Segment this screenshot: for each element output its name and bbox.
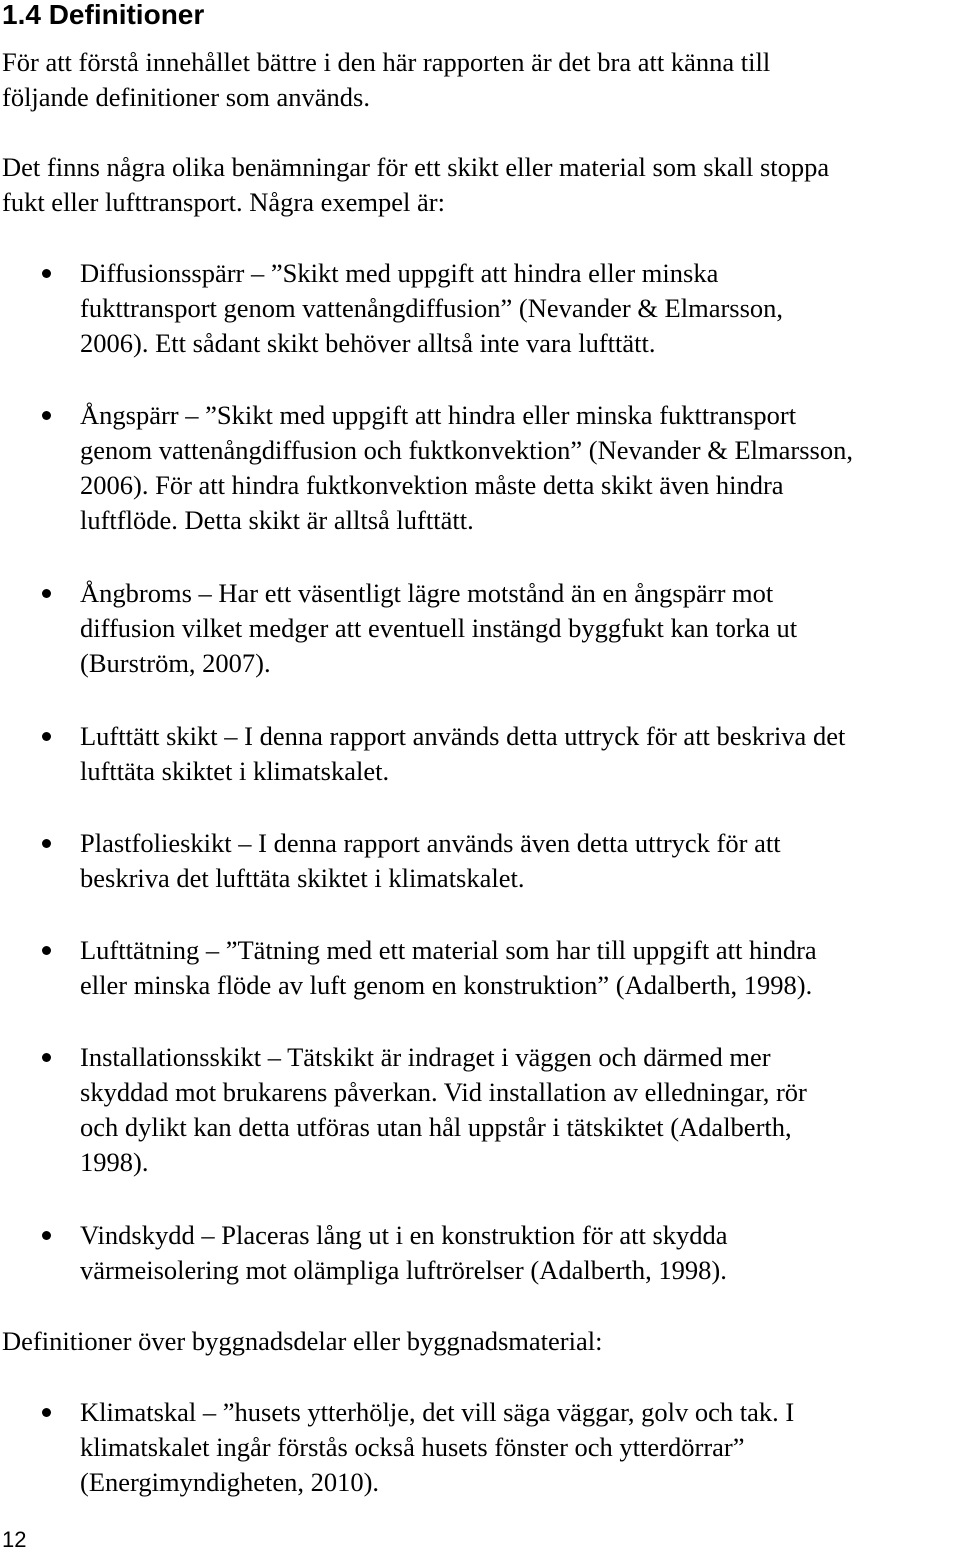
bullet-icon xyxy=(42,269,51,278)
text-line: För att förstå innehållet bättre i den här rapporten är det bra att känna till xyxy=(2,47,771,77)
text-line: lufttäta skiktet i klimatskalet. xyxy=(80,756,390,786)
definition-item-installationsskikt xyxy=(80,1040,807,1180)
text-line: 2006). Ett sådant skikt behöver alltså inte vara lufttätt. xyxy=(80,328,656,358)
text-line: Vindskydd – Placeras lång ut i en konstruktion för att skydda xyxy=(80,1220,728,1250)
bullet-icon xyxy=(42,411,51,420)
text-line: 2006). För att hindra fuktkonvektion måste detta skikt även hindra xyxy=(80,470,784,500)
text-line: värmeisolering mot olämpliga luftrörelser (Adalberth, 1998). xyxy=(80,1255,727,1285)
definition-item-angbroms xyxy=(80,576,797,681)
text-line: Diffusionsspärr – ”Skikt med uppgift att hindra eller minska xyxy=(80,258,719,288)
bullet-icon xyxy=(42,589,51,598)
section-heading: 1.4 Definitioner xyxy=(2,0,205,30)
text-line: Lufttätt skikt – I denna rapport används detta uttryck för att beskriva det xyxy=(80,721,846,751)
text-line: Plastfolieskikt – I denna rapport används även detta uttryck för att xyxy=(80,828,781,858)
definition-item-lufttatt-skikt xyxy=(80,719,845,789)
bullet-icon xyxy=(42,839,51,848)
bullet-icon xyxy=(42,946,51,955)
bullet-icon xyxy=(42,732,51,741)
text-line: (Energimyndigheten, 2010). xyxy=(80,1467,380,1497)
text-line: skyddad mot brukarens påverkan. Vid installation av elledningar, rör xyxy=(80,1077,807,1107)
text-line: Ångspärr – ”Skikt med uppgift att hindra eller minska fukttransport xyxy=(80,400,797,430)
text-line: luftflöde. Detta skikt är alltså lufttätt. xyxy=(80,505,474,535)
definition-item-klimatskal xyxy=(80,1395,794,1500)
text-line: Det finns några olika benämningar för ett skikt eller material som skall stoppa xyxy=(2,152,830,182)
text-line: beskriva det lufttäta skiktet i klimatskalet. xyxy=(80,863,525,893)
text-line: följande definitioner som används. xyxy=(2,82,370,112)
text-line: och dylikt kan detta utföras utan hål uppstår i tätskiktet (Adalberth, xyxy=(80,1112,792,1142)
definition-item-plastfolieskikt xyxy=(80,826,781,896)
text-line: Klimatskal – ”husets ytterhölje, det vill säga väggar, golv och tak. I xyxy=(80,1397,795,1427)
text-line: fukttransport genom vattenångdiffusion” (Nevander & Elmarsson, xyxy=(80,293,784,323)
text-line: Lufttätning – ”Tätning med ett material som har till uppgift att hindra xyxy=(80,935,817,965)
definition-item-diffusionssparr xyxy=(80,256,783,361)
text-line: fukt eller lufttransport. Några exempel är: xyxy=(2,187,445,217)
definition-item-vindskydd xyxy=(80,1218,728,1288)
building-definitions-intro: Definitioner över byggnadsdelar eller byggnadsmaterial: xyxy=(2,1326,603,1356)
text-line: eller minska flöde av luft genom en konstruktion” (Adalberth, 1998). xyxy=(80,970,813,1000)
text-line: genom vattenångdiffusion och fuktkonvektion” (Nevander & Elmarsson, xyxy=(80,435,853,465)
definition-item-angsparr xyxy=(80,398,853,538)
bullet-icon xyxy=(42,1231,51,1240)
page-number: 12 xyxy=(2,1527,27,1552)
text-line: (Burström, 2007). xyxy=(80,648,271,678)
text-line: 1998). xyxy=(80,1147,149,1177)
terminology-paragraph xyxy=(2,150,829,220)
text-line: Ångbroms – Har ett väsentligt lägre motstånd än en ångspärr mot xyxy=(80,578,774,608)
definition-item-lufttatning xyxy=(80,933,817,1003)
text-line: klimatskalet ingår förstås också husets fönster och ytterdörrar” xyxy=(80,1432,745,1462)
text-line: Installationsskikt – Tätskikt är indraget i väggen och därmed mer xyxy=(80,1042,771,1072)
intro-paragraph xyxy=(2,45,770,115)
bullet-icon xyxy=(42,1408,51,1417)
text-line: diffusion vilket medger att eventuell instängd byggfukt kan torka ut xyxy=(80,613,798,643)
bullet-icon xyxy=(42,1053,51,1062)
